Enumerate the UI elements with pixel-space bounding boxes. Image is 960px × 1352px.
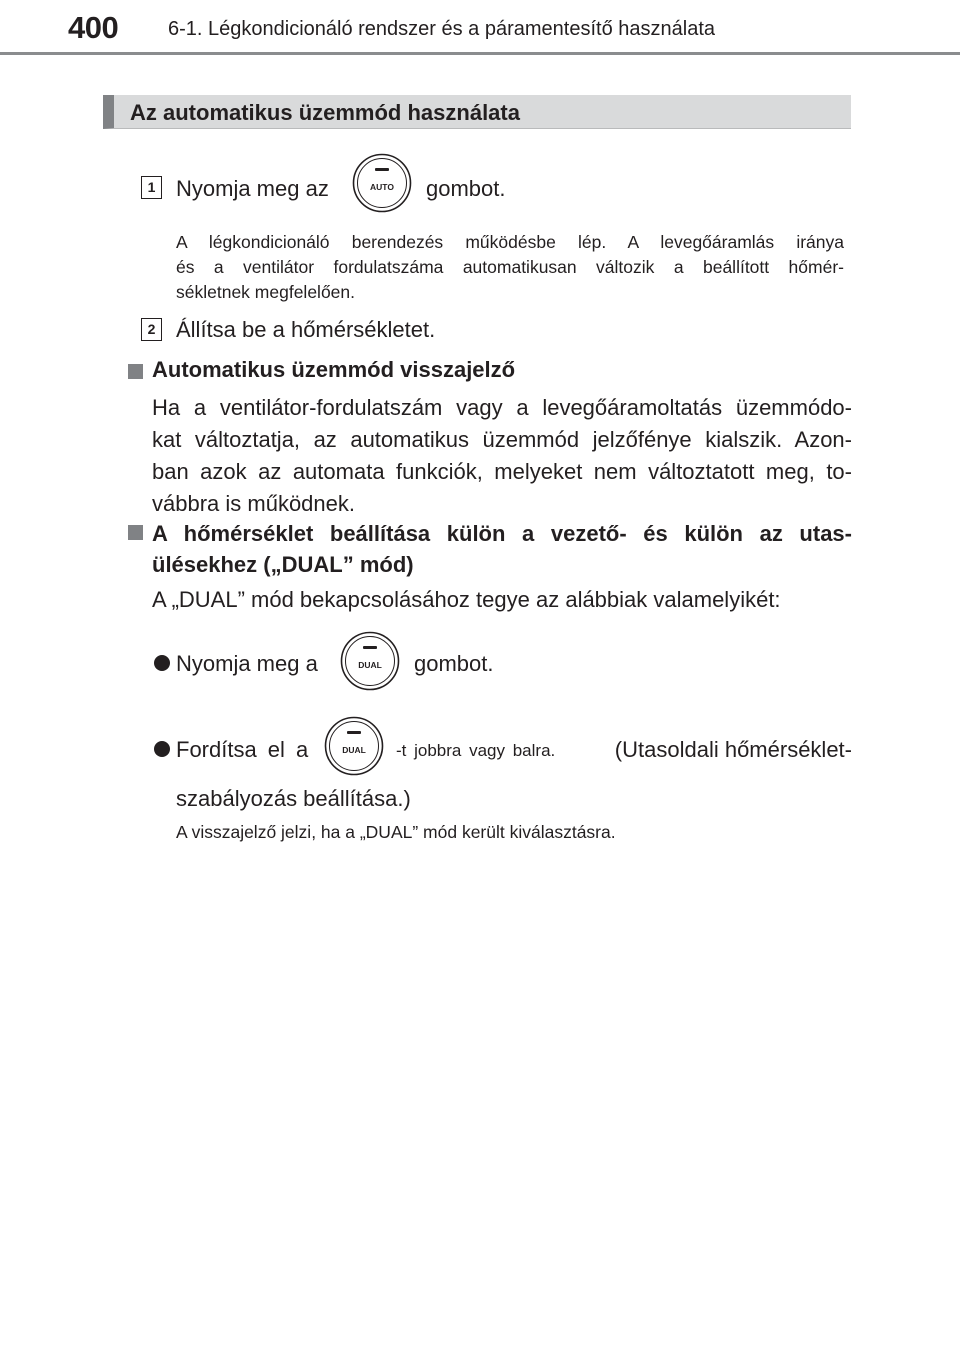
auto-indicator-line-3: ban azok az automata funkciók, melyeket nem változtatott meg, to- [152, 459, 852, 484]
step-number-2: 2 [141, 318, 162, 341]
page-number: 400 [68, 10, 119, 45]
dual-option2-after: (Utasoldali hőmérséklet- [614, 737, 852, 762]
section-heading-bar [103, 95, 851, 129]
square-bullet [128, 364, 143, 379]
auto-button-label: AUTO [370, 182, 394, 192]
auto-indicator-line-1: Ha a ventilátor-fordulatszám vagy a levegőáramoltatás üzemmódo- [152, 395, 852, 420]
auto-indicator-heading: Automatikus üzemmód visszajelző [152, 357, 516, 382]
step2-text: Állítsa be a hőmérsékletet. [176, 317, 436, 342]
auto-indicator-line-4: vábbra is működnek. [152, 491, 355, 516]
step-number-1: 1 [141, 176, 162, 199]
dual-knob-icon [324, 716, 384, 776]
dual-button-icon [340, 631, 400, 691]
step1-note-line-3: sékletnek megfelelően. [176, 282, 355, 302]
step1-text-before: Nyomja meg az [176, 176, 329, 201]
dual-button-label: DUAL [358, 660, 382, 670]
step1-note-line-2: és a ventilátor fordulatszáma automatikusan változik a beállított hőmér- [176, 257, 844, 277]
square-bullet [128, 525, 143, 540]
auto-button-icon [352, 153, 412, 213]
dual-intro: A „DUAL” mód bekapcsolásához tegye az alábbiak valamelyikét: [152, 587, 781, 612]
round-bullet [154, 741, 170, 757]
dual-option2-line-2: szabályozás beállítása.) [176, 786, 411, 811]
round-bullet [154, 655, 170, 671]
dual-option2-before: Fordítsa el a [176, 737, 309, 762]
step1-text-after: gombot. [426, 176, 506, 201]
dual-heading-line-1: A hőmérséklet beállítása külön a vezető- és külön az utas- [152, 521, 852, 546]
section-title: Az automatikus üzemmód használata [130, 100, 520, 125]
dual-option1-before: Nyomja meg a [176, 651, 318, 676]
dual-option1-after: gombot. [414, 651, 494, 676]
dual-note: A visszajelző jelzi, ha a „DUAL” mód került kiválasztásra. [176, 822, 616, 842]
auto-indicator-line-2: kat változtatja, az automatikus üzemmód jelzőfénye kialszik. Azon- [152, 427, 852, 452]
step1-note-line-1: A légkondicionáló berendezés működésbe lép. A levegőáramlás iránya [176, 232, 844, 252]
dual-option2-mid: -t jobbra vagy balra. [396, 741, 556, 760]
dual-heading-line-2: ülésekhez („DUAL” mód) [152, 552, 414, 577]
header-rule [0, 52, 960, 55]
dual-knob-label: DUAL [342, 745, 366, 755]
running-title: 6-1. Légkondicionáló rendszer és a páramentesítő használata [168, 18, 716, 40]
